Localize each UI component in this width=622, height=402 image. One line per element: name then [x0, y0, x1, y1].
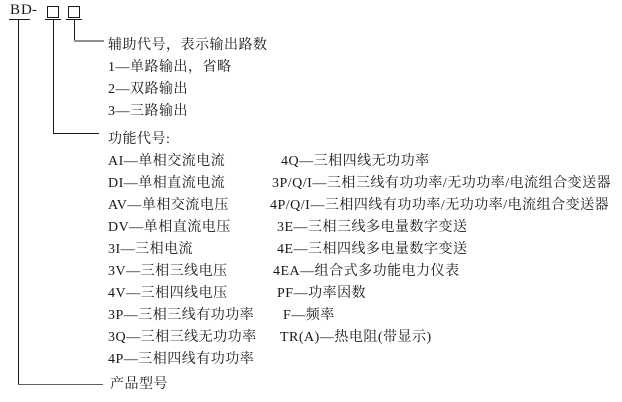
underline-prefix: [9, 19, 30, 20]
leader-aux-vertical: [74, 20, 75, 41]
code-box-function: [47, 6, 59, 18]
function-code-item: 3V—三相三线电压: [108, 264, 228, 279]
function-code-item: 4Q—三相四线无功功率: [281, 154, 430, 169]
function-code-item: TR(A)—热电阻(带显示): [280, 330, 432, 345]
function-code-item: 4P/Q/I—三相四线有功功率/无功功率/电流组合变送器: [270, 198, 610, 213]
leader-product-horizontal: [18, 384, 103, 385]
model-prefix: BD: [10, 2, 33, 18]
leader-function-horizontal: [53, 133, 99, 134]
function-code-item: F—频率: [283, 308, 335, 323]
function-code-item: AV—单相交流电压: [108, 198, 229, 213]
leader-function-vertical: [53, 20, 54, 134]
code-box-aux: [68, 6, 80, 18]
function-code-title: 功能代号:: [108, 132, 171, 147]
function-code-item: AI—单相交流电流: [108, 154, 226, 169]
function-code-item: DI—单相直流电流: [108, 176, 226, 191]
function-code-item: 4V—三相四线电压: [108, 286, 228, 301]
aux-code-item: 1—单路输出，省略: [108, 60, 232, 75]
product-model-label: 产品型号: [110, 377, 168, 392]
function-code-item: DV—单相直流电压: [108, 220, 231, 235]
leader-product-vertical: [18, 20, 19, 385]
function-code-item: 4P—三相四线有功功率: [108, 352, 255, 367]
function-code-item: 4EA—组合式多功能电力仪表: [273, 264, 460, 279]
model-separator: -: [32, 2, 38, 18]
function-code-item: 3P/Q/I—三相三线有功功率/无功功率/电流组合变送器: [272, 176, 612, 191]
function-code-item: 3E—三相三线多电量数字变送: [277, 220, 468, 235]
leader-aux-horizontal: [74, 40, 104, 42]
aux-code-item: 2—双路输出: [108, 82, 188, 97]
function-code-item: 3Q—三相三线无功功率: [108, 330, 257, 345]
function-code-item: 4E—三相四线多电量数字变送: [277, 242, 468, 257]
function-code-item: 3P—三相三线有功功率: [108, 308, 255, 323]
aux-code-title: 辅助代号，表示输出路数: [108, 38, 268, 53]
function-code-item: 3I—三相电流: [108, 242, 194, 257]
aux-code-item: 3—三路输出: [108, 104, 188, 119]
function-code-item: PF—功率因数: [277, 286, 367, 301]
